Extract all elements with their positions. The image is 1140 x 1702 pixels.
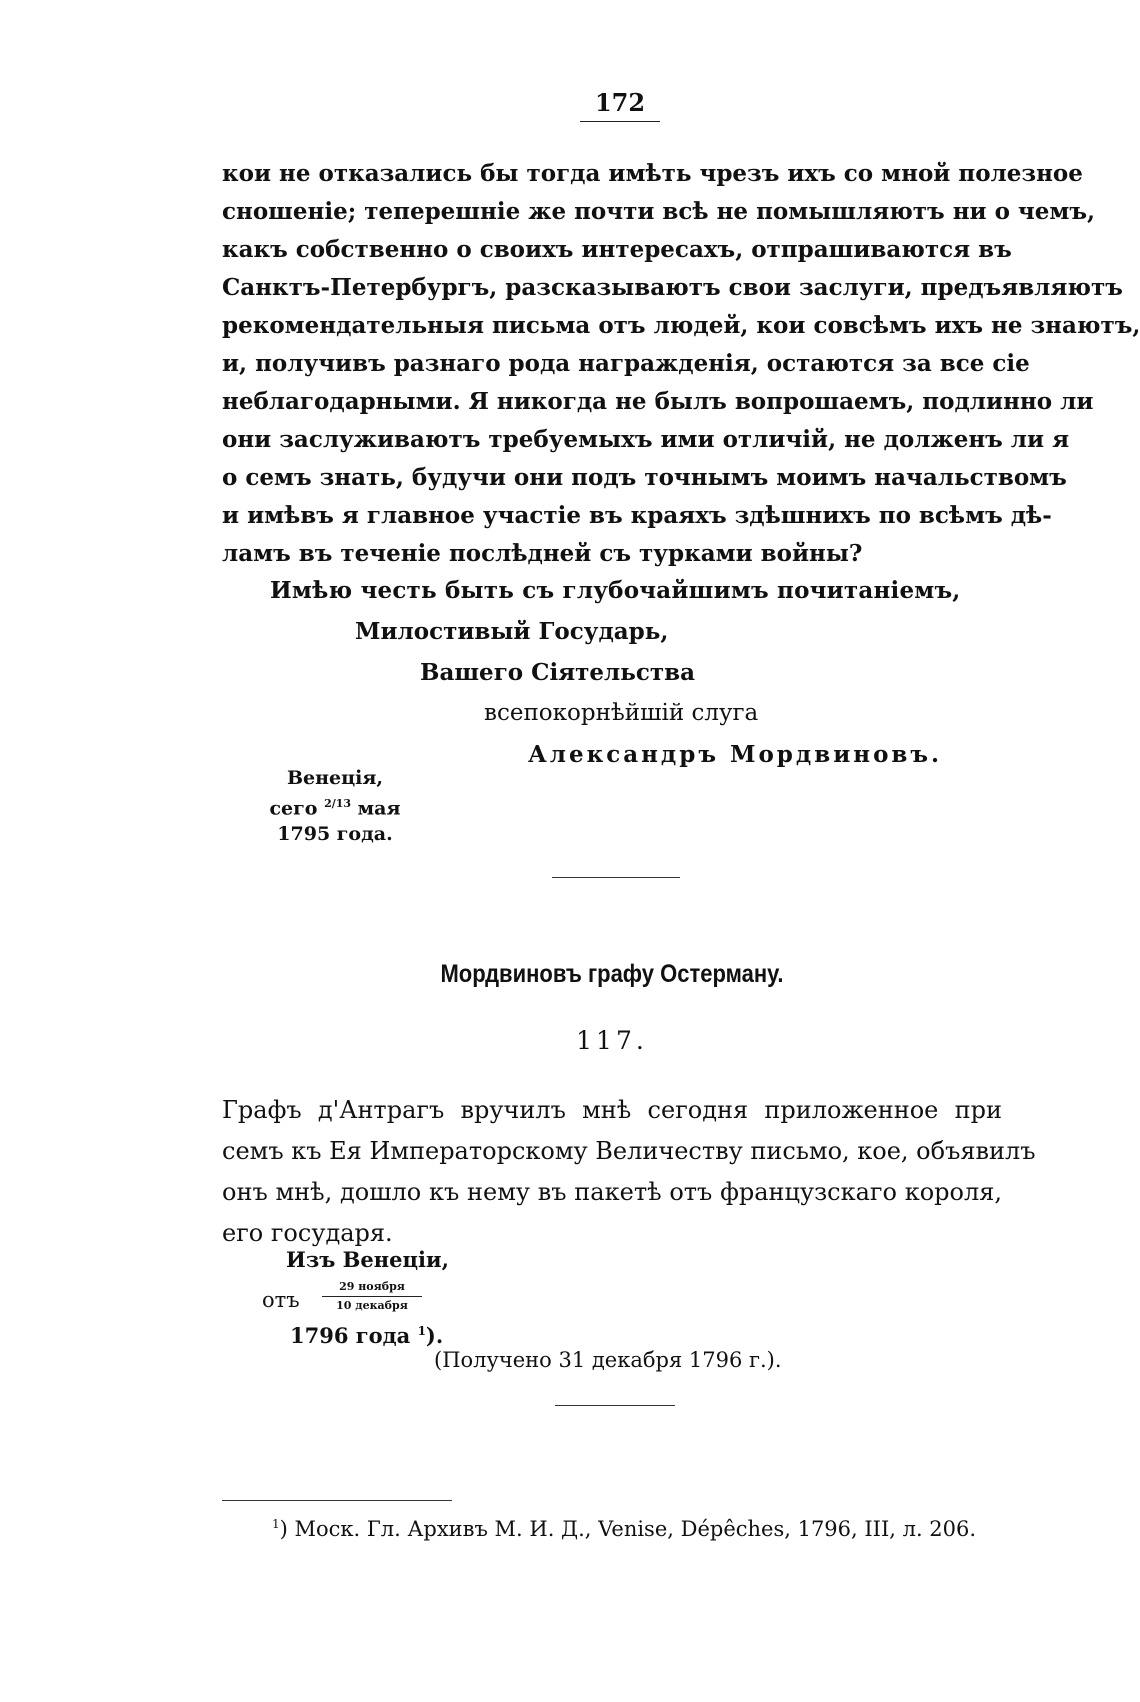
dispatch-place: Изъ Венеціи, (286, 1247, 449, 1272)
text-line: онъ мнѣ, дошло къ нему въ пакетѣ отъ французскаго короля, (222, 1178, 1002, 1206)
closing-salutation: Имѣю честь быть съ глубочайшимъ почитаніемъ, (270, 577, 961, 604)
text-line: какъ собственно о своихъ интересахъ, отпрашиваются въ (222, 236, 1012, 263)
date-prefix: сего (269, 797, 318, 820)
received-note: (Получено 31 декабря 1796 г.). (434, 1348, 782, 1372)
text-line: ламъ въ теченіе послѣдней съ турками войны? (222, 540, 863, 567)
text-line: Графъ д'Антрагъ вручилъ мнѣ сегодня приложенное при (222, 1096, 1002, 1124)
document-number: 117. (576, 1026, 648, 1055)
text-line: семъ къ Ея Императорскому Величеству письмо, кое, объявилъ (222, 1137, 1036, 1165)
footnote-text: ) Моск. Гл. Архивъ М. И. Д., Venise, Dépêches, 1796, III, л. 206. (279, 1517, 977, 1541)
text-line: кои не отказались бы тогда имѣть чрезъ ихъ со мной полезное (222, 160, 1083, 187)
footnote-marker: 1 (272, 1517, 280, 1531)
closing-servant: всепокорнѣйшій слуга (484, 700, 759, 726)
page-number: 172 (580, 88, 660, 122)
place-date (250, 765, 420, 847)
text-line: и имѣвъ я главное участіе въ краяхъ здѣшнихъ по всѣмъ дѣ- (222, 502, 1052, 529)
dispatch-date-fraction (322, 1278, 422, 1315)
date-denominator: 10 декабря (336, 1299, 408, 1312)
section-divider (555, 1405, 675, 1406)
dispatch-year (290, 1323, 443, 1348)
year: 1795 года. (277, 823, 393, 846)
date-line (250, 791, 420, 821)
letter-body (222, 155, 1140, 573)
closing-address: Милостивый Государь, (355, 618, 669, 645)
date-fraction: 2/13 (324, 797, 352, 810)
section-divider (552, 877, 680, 878)
closing-title: Вашего Сіятельства (420, 659, 696, 686)
section-heading: Мордвиновъ графу Остерману. (440, 960, 784, 988)
text-line: и, получивъ разнаго рода награжденія, остаются за все сіе (222, 350, 1030, 377)
dispatch-from-prefix: отъ (262, 1288, 300, 1312)
letter2-body (222, 1090, 1036, 1254)
year-text: 1796 года (290, 1323, 411, 1348)
footnote-ref: 1 (417, 1324, 426, 1338)
text-line: неблагодарными. Я никогда не былъ вопрошаемъ, подлинно ли (222, 388, 1094, 415)
text-line: Санктъ-Петербургъ, разсказываютъ свои заслуги, предъявляютъ (222, 274, 1123, 301)
signature: Александръ Мордвиновъ. (528, 741, 943, 768)
text-line: сношеніе; теперешніе же почти всѣ не помышляютъ ни о чемъ, (222, 198, 1096, 225)
text-line: о семъ знать, будучи они подъ точнымъ моимъ начальствомъ (222, 464, 1067, 491)
text-line: они заслуживаютъ требуемыхъ ими отличій, не долженъ ли я (222, 426, 1070, 453)
year-suffix: ). (425, 1323, 444, 1348)
footnote-rule (222, 1500, 452, 1501)
text-line: рекомендательныя письма отъ людей, кои совсѣмъ ихъ не знаютъ, (222, 312, 1140, 339)
footnote (272, 1517, 976, 1541)
date-suffix: мая (357, 797, 401, 820)
text-line: его государя. (222, 1219, 393, 1247)
date-numerator: 29 ноября (322, 1278, 422, 1297)
place: Венеція, (286, 767, 384, 789)
